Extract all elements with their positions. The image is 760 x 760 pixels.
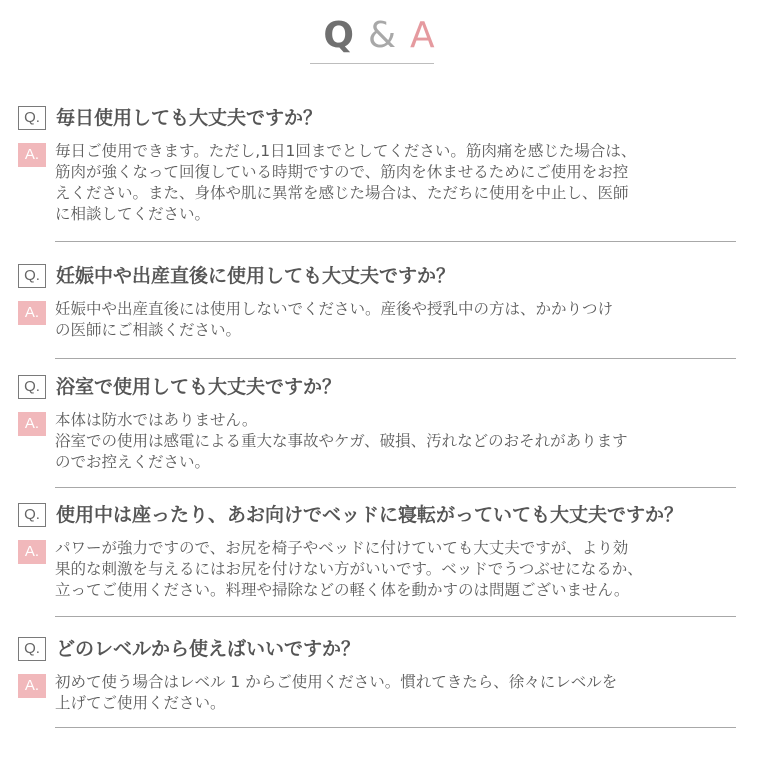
answer-row	[18, 672, 736, 714]
answer-line: 初めて使う場合はレベル 1 からご使用ください。慣れてきたら、徐々にレベルを	[55, 673, 618, 691]
title-q: Q	[323, 15, 356, 56]
answer-text	[55, 299, 736, 341]
question-row	[18, 502, 736, 538]
answer-text	[55, 538, 736, 601]
answer-line: 筋肉が強くなって回復している時期ですので、筋肉を休ませるためにご使用をお控	[55, 163, 629, 181]
faq-item-1	[18, 105, 736, 225]
faq-item-4	[18, 502, 736, 601]
faq-item-5	[18, 636, 736, 714]
answer-line: 立ってご使用ください。料理や掃除などの軽く体を動かすのは問題ございません。	[55, 581, 630, 599]
answer-line: に相談してください。	[55, 205, 211, 223]
answer-line: えください。また、身体や肌に異常を感じた場合は、ただちに使用を中止し、医師	[55, 184, 629, 202]
divider	[55, 487, 736, 488]
answer-badge: A.	[18, 412, 46, 436]
answer-text	[55, 141, 736, 225]
answer-line: 上げてご使用ください。	[55, 694, 226, 712]
divider	[55, 727, 736, 728]
question-badge: Q.	[18, 375, 46, 399]
answer-line: 果的な刺激を与えるにはお尻を付けない方がいいです。ベッドでうつぶせになるか、	[55, 560, 643, 578]
question-text: どのレベルから使えばいいですか？	[56, 638, 361, 660]
question-row	[18, 263, 736, 299]
question-text: 浴室で使用しても大丈夫ですか？	[56, 376, 342, 398]
answer-badge: A.	[18, 143, 46, 167]
answer-row	[18, 410, 736, 473]
question-badge: Q.	[18, 264, 46, 288]
answer-line: 妊娠中や出産直後には使用しないでください。産後や授乳中の方は、かかりつけ	[55, 300, 614, 318]
answer-line: のでお控えください。	[55, 453, 211, 471]
question-badge: Q.	[18, 106, 46, 130]
page-title	[0, 14, 760, 58]
divider	[55, 241, 736, 242]
question-badge: Q.	[18, 503, 46, 527]
question-text: 毎日使用しても大丈夫ですか？	[56, 107, 323, 129]
question-badge: Q.	[18, 637, 46, 661]
answer-line: 本体は防水ではありません。	[55, 411, 258, 429]
answer-line: 浴室での使用は感電による重大な事故やケガ、破損、汚れなどのおそれがあります	[55, 432, 628, 450]
title-underline	[310, 63, 434, 64]
faq-item-2	[18, 263, 736, 341]
question-text: 妊娠中や出産直後に使用しても大丈夫ですか？	[56, 265, 456, 287]
divider	[55, 358, 736, 359]
answer-text	[55, 672, 736, 714]
answer-row	[18, 538, 736, 601]
answer-row	[18, 141, 736, 225]
title-ampersand: &	[367, 15, 399, 56]
divider	[55, 616, 736, 617]
answer-row	[18, 299, 736, 341]
faq-item-3	[18, 374, 736, 473]
answer-badge: A.	[18, 674, 46, 698]
question-row	[18, 636, 736, 672]
answer-line: の医師にご相談ください。	[55, 321, 242, 339]
answer-badge: A.	[18, 301, 46, 325]
question-row	[18, 374, 736, 410]
answer-text	[55, 410, 736, 473]
answer-line: パワーが強力ですので、お尻を椅子やベッドに付けていても大丈夫ですが、より効	[55, 539, 629, 557]
question-row	[18, 105, 736, 141]
title-a: A	[410, 15, 437, 56]
question-text: 使用中は座ったり、あお向けでベッドに寝転がっていても大丈夫ですか？	[56, 504, 684, 526]
answer-line: 毎日ご使用できます。ただし,1日1回までとしてください。筋肉痛を感じた場合は、	[55, 142, 637, 160]
answer-badge: A.	[18, 540, 46, 564]
